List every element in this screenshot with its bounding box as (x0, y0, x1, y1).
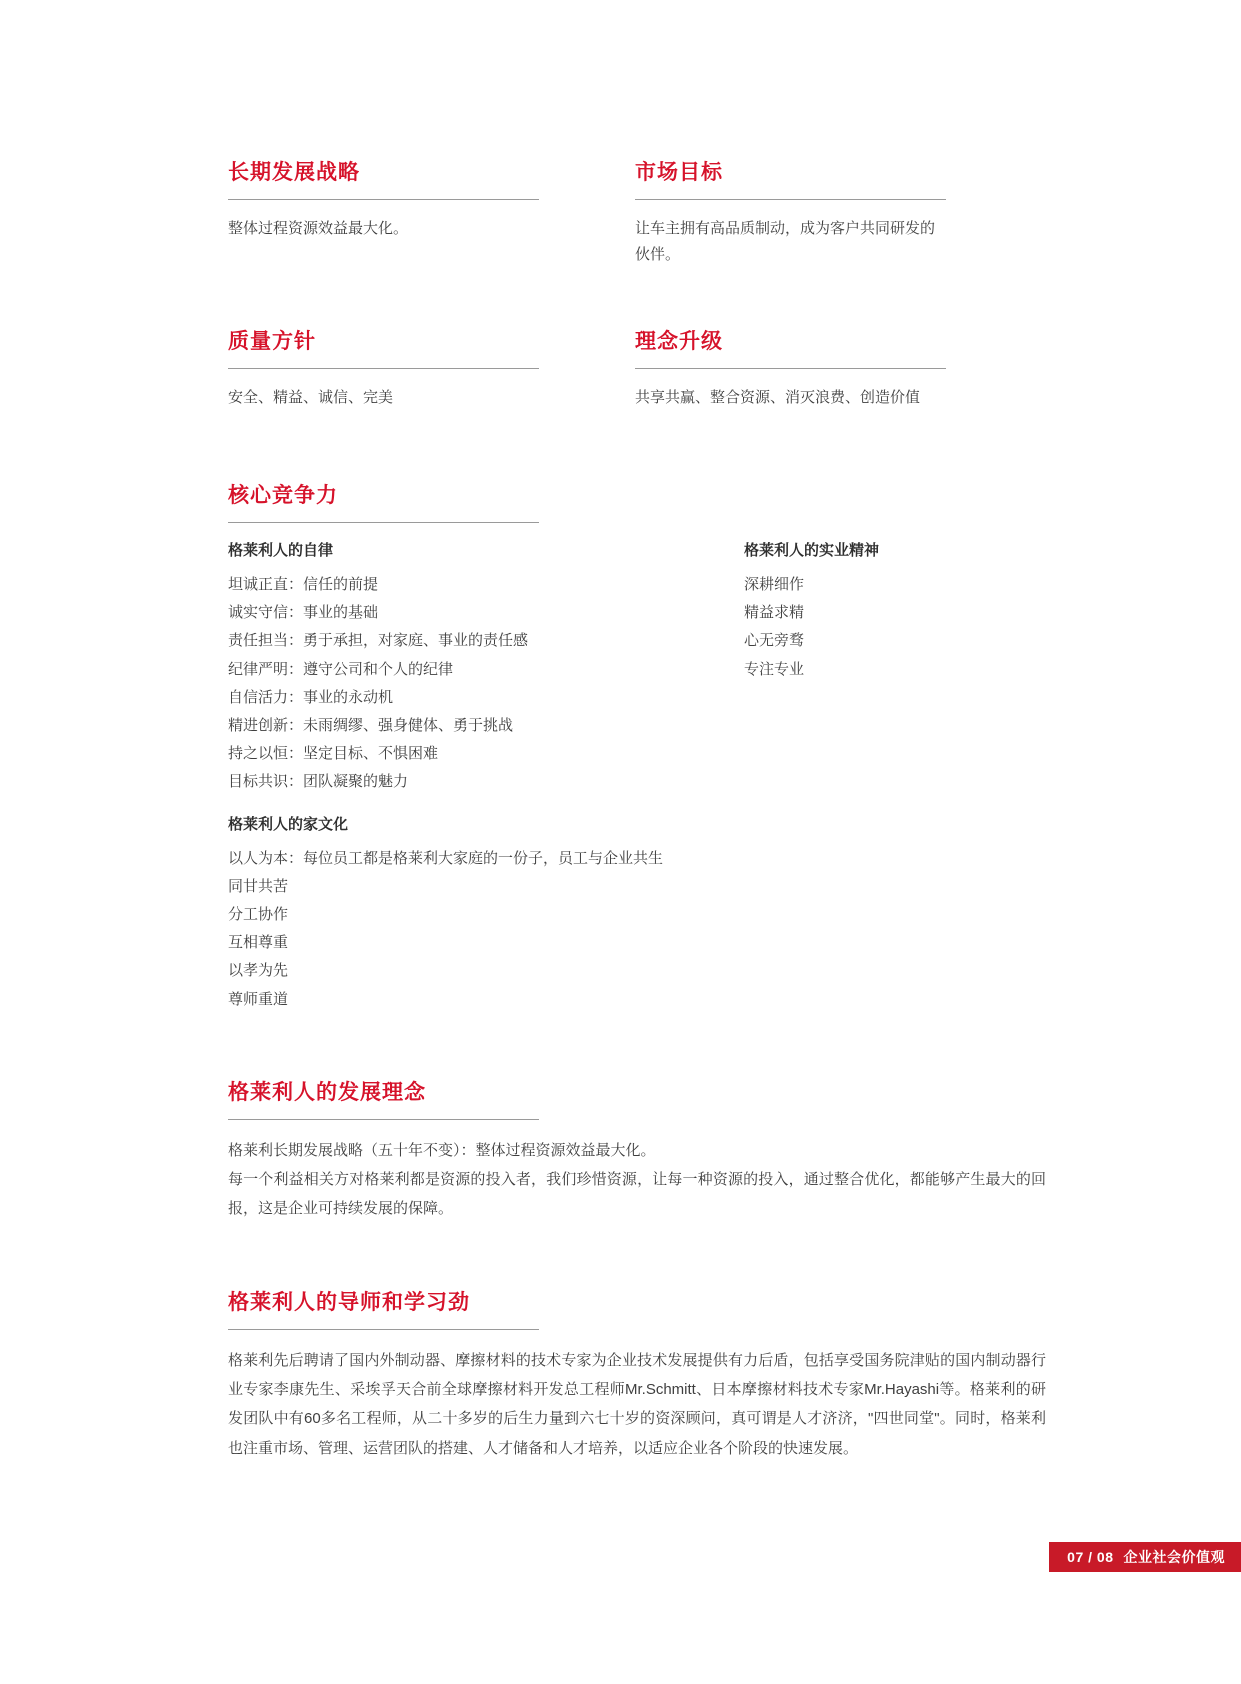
market-goal-block (635, 160, 946, 267)
page-content (228, 160, 1046, 1463)
section-body-long-term: 整体过程资源效益最大化。 (228, 220, 409, 238)
section-title-core-competence: 核心竞争力 (228, 483, 338, 507)
list-item: 诚实守信：事业的基础 (228, 604, 379, 622)
divider (228, 1329, 539, 1330)
list-item: 精进创新：未雨绸缪、强身健体、勇于挑战 (228, 717, 514, 734)
section-title-long-term: 长期发展战略 (228, 161, 360, 184)
divider (635, 199, 946, 200)
family-culture-block (228, 813, 1046, 1014)
list-item: 目标共识：团队凝聚的魅力 (228, 773, 409, 791)
mentor-learning-section (228, 1290, 1046, 1463)
top-section-row-2 (228, 329, 1046, 411)
industrial-spirit-block (744, 539, 1044, 797)
list-item: 责任担当：勇于承担，对家庭、事业的责任感 (228, 632, 529, 650)
section-body-market-goal: 让车主拥有高品质制动，成为客户共同研发的伙伴。 (635, 220, 936, 263)
list-item: 持之以恒：坚定目标、不惧困难 (228, 745, 439, 763)
section-title-quality-policy: 质量方针 (228, 330, 316, 354)
section-body-concept-upgrade: 共享共赢、整合资源、消灭浪费、创造价值 (635, 389, 921, 407)
list-item: 分工协作 (228, 905, 289, 923)
list-item: 专注专业 (744, 660, 805, 678)
long-term-strategy-block (228, 160, 539, 267)
page-footer-badge (1049, 1542, 1241, 1572)
divider (228, 522, 539, 523)
section-body-quality-policy: 安全、精益、诚信、完美 (228, 389, 394, 407)
list-item: 尊师重道 (228, 990, 289, 1008)
subsection-heading-family-culture: 格莱利人的家文化 (228, 815, 349, 833)
list-item: 以人为本：每位员工都是格莱利大家庭的一份子，员工与企业共生 (228, 849, 664, 867)
self-discipline-block (228, 539, 648, 797)
list-item: 纪律严明：遵守公司和个人的纪律 (228, 660, 454, 678)
list-item: 同甘共苦 (228, 877, 289, 895)
quality-policy-block (228, 329, 539, 411)
development-philosophy-section (228, 1080, 1046, 1224)
core-competence-section (228, 483, 1046, 1014)
list-item: 深耕细作 (744, 576, 805, 594)
paragraph: 每一个利益相关方对格莱利都是资源的投入者，我们珍惜资源，让每一种资源的投入，通过整合优化，都能够产生最大的回报，这是企业可持续发展的保障。 (228, 1171, 1046, 1218)
list-item: 互相尊重 (228, 934, 289, 952)
divider (228, 1119, 539, 1120)
section-title-concept-upgrade: 理念升级 (635, 330, 723, 354)
core-competence-columns (228, 539, 1046, 797)
list-item: 心无旁骛 (744, 632, 805, 650)
top-section-row-1 (228, 160, 1046, 267)
divider (228, 368, 539, 369)
concept-upgrade-block (635, 329, 946, 411)
section-title-market-goal: 市场目标 (635, 161, 723, 184)
list-item: 以孝为先 (228, 962, 289, 980)
divider (228, 199, 539, 200)
divider (635, 368, 946, 369)
paragraph: 格莱利先后聘请了国内外制动器、摩擦材料的技术专家为企业技术发展提供有力后盾，包括享受国务院津贴的国内制动器行业专家李康先生、采埃孚天合前全球摩擦材料开发总工程师Mr.Schmitt、日本摩擦材料技术专家Mr.Hayashi等。格莱利的研发团队中有60多名工程师，从二十多岁的后生力量到六七十岁的资深顾问，真可谓是人才济济，"四世同堂"。同时，格莱利也注重市场、管理、运营团队的搭建、人才储备和人才培养，以适应企业各个阶段的快速发展。 (228, 1351, 1046, 1457)
spacer (228, 267, 1046, 329)
section-title-mentor-learning: 格莱利人的导师和学习劲 (228, 1290, 470, 1314)
subsection-heading-self-discipline: 格莱利人的自律 (228, 542, 334, 560)
list-item: 坦诚正直：信任的前提 (228, 576, 379, 594)
page-number: 07 / 08 (1067, 1549, 1114, 1565)
section-title-development-philosophy: 格莱利人的发展理念 (228, 1080, 426, 1104)
list-item: 自信活力：事业的永动机 (228, 688, 394, 706)
subsection-heading-industrial-spirit: 格莱利人的实业精神 (744, 542, 880, 560)
footer-label: 企业社会价值观 (1123, 1549, 1225, 1565)
paragraph: 格莱利长期发展战略（五十年不变）：整体过程资源效益最大化。 (228, 1141, 656, 1159)
list-item: 精益求精 (744, 604, 805, 622)
